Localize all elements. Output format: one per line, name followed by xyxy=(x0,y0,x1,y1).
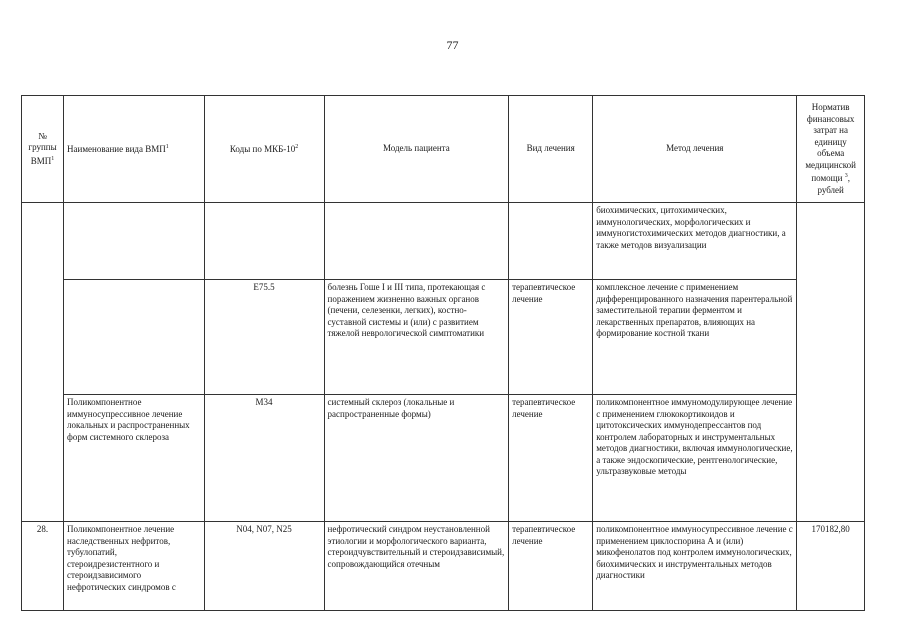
header-vmp-name: Наименование вида ВМП$^1$ xyxy=(64,96,205,203)
cell-name xyxy=(64,280,205,395)
cell-method: комплексное лечение с применением дифференцированного назначения парентеральной заместительной терапии ферментом и лекарственных препаратов, влияющих на формирование костной ткани xyxy=(593,280,797,395)
cell-cost xyxy=(797,203,865,280)
cell-code: N04, N07, N25 xyxy=(204,522,324,611)
header-patient-model: Модель пациента xyxy=(324,96,509,203)
cell-code: M34 xyxy=(204,395,324,522)
table-row xyxy=(22,280,865,395)
table-row xyxy=(22,395,865,522)
cell-cost xyxy=(797,280,865,395)
cell-name: Поликомпонентное иммуносупрессивное лечение локальных и распространенных форм системного склероза xyxy=(64,395,205,522)
cell-code xyxy=(204,203,324,280)
header-treatment-method: Метод лечения xyxy=(593,96,797,203)
cell-model: болезнь Гоше I и III типа, протекающая с поражением жизненно важных органов (печени, селезенки, легких), костно-суставной системы и (или) с развитием тяжелой неврологической симптоматики xyxy=(324,280,509,395)
cell-type: терапевтическое лечение xyxy=(509,522,593,611)
table-header-row xyxy=(22,96,865,203)
table-row xyxy=(22,203,865,280)
cell-group xyxy=(22,280,64,395)
cell-model: нефротический синдром неустановленной этиологии и морфологического варианта, стероидчувствительный и стероидзависимый, сопровождающийся отечным xyxy=(324,522,509,611)
cell-method: поликомпонентное иммуносупрессивное лечение с применением циклоспорина А и (или) микофенолатов под контролем иммунологических, биохимических и инструментальных методов диагностики xyxy=(593,522,797,611)
cell-model xyxy=(324,203,509,280)
cell-code: E75.5 xyxy=(204,280,324,395)
cell-type: терапевтическое лечение xyxy=(509,280,593,395)
cell-cost: 170182,80 xyxy=(797,522,865,611)
cell-method: биохимических, цитохимических, иммунологических, морфологических и иммуногистохимических методов диагностики, а также методов визуализации xyxy=(593,203,797,280)
table-row xyxy=(22,522,865,611)
header-cost-norm: Норматив финансовых затрат на единицу объема медицинской помощи $^3$, рублей xyxy=(797,96,865,203)
header-icd-codes: Коды по МКБ-$10^2$ xyxy=(204,96,324,203)
cell-name: Поликомпонентное лечение наследственных нефритов, тубулопатий, стероидрезистентного и стероидзависимого нефротических синдромов с xyxy=(64,522,205,611)
cell-method: поликомпонентное иммуномодулирующее лечение с применением глюкокортикоидов и цитотоксических иммунодепрессантов под контролем лабораторных и инструментальных методов диагностики, включая иммунологические, а также эндоскопические, рентгенологические, ультразвуковые методы xyxy=(593,395,797,522)
vmp-table xyxy=(21,95,865,611)
header-treatment-type: Вид лечения xyxy=(509,96,593,203)
cell-type: терапевтическое лечение xyxy=(509,395,593,522)
header-group-number: № группы ВМП$^1$ xyxy=(22,96,64,203)
cell-model: системный склероз (локальные и распространенные формы) xyxy=(324,395,509,522)
cell-cost xyxy=(797,395,865,522)
cell-name xyxy=(64,203,205,280)
cell-group: 28. xyxy=(22,522,64,611)
cell-group xyxy=(22,395,64,522)
cell-group xyxy=(22,203,64,280)
page-number: 77 xyxy=(446,38,459,52)
cell-type xyxy=(509,203,593,280)
